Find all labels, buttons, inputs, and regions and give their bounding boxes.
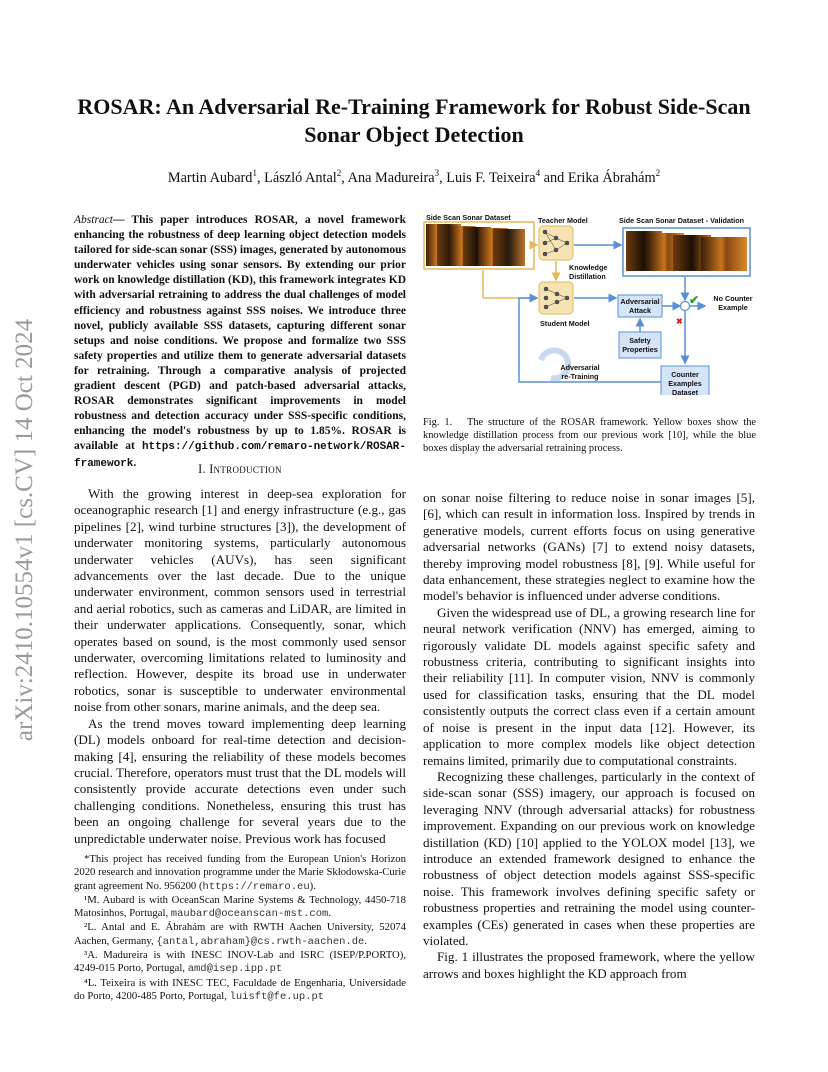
figure-caption <box>423 416 756 456</box>
abstract: Abstract— This paper introduces ROSAR, a novel framework enhancing the robustness of deep learning object detection models tailored for side-scan sonar (SSS) images, generated by autonomous underwater vehicles using sonar sensors. By extending our prior work on knowledge distillation (KD), this framework integrates KD with adversarial retraining to address the dual challenges of model efficiency and robustness against SSS noises. We introduce three novel, publicly available SSS datasets, capturing different sonar setups and noise conditions. We propose and formalize two SSS safety properties and utilize them to generate adversarial datasets for retraining. Through a comparative analysis of projected gradient descent (PGD) and patch-based adversarial attacks, ROSAR demonstrates significant improvements in model robustness and detection accuracy under SSS-specific conditions, enhancing the model's robustness by up to 1.85%. ROSAR is available at https://github.com/remaro-network/ROSAR-framework. <box>74 214 406 470</box>
author-1: Martin Aubard$^1$, <box>167 168 265 186</box>
paragraph: With the growing interest in deep-sea exploration for oceanographic research [1] and energy infrastructure (e.g., gas pipelines [2], wind turbine structures [3]), the development of underwater monitoring systems, particularly autonomous underwater vehicles (AUVs), has seen significant advancements over the last decade. Due to the unique underwater environment, common sensors used in terrestrial and aerial robotics, such as cameras and LiDAR, are limited in their underwater applications. Consequently, sonar, which operates based on sound, is the most commonly used sensor underwater, overcoming limitations related to luminosity and reflection. However, despite its broad use in underwater robotics, sonar is susceptible to underwater environmental noise from other sonars, marine animals, and the deep sea. <box>74 486 406 715</box>
paragraph: As the trend moves toward implementing deep learning (DL) models onboard for real-time detection and decision-making [4], ensuring the reliability of these models becomes crucial. Therefore, operators must trust that the DL models will consistently provide accurate detections even under such challenging conditions. Nonetheless, ensuring this trust has been an ongoing challenge for several years due to the unpredictable underwater noise. Previous work has focused <box>74 715 406 846</box>
teacher-label: Teacher Model <box>538 216 588 225</box>
attack-label-1: Adversarial <box>620 297 660 306</box>
footnote: *This project has received funding from the European Union's Horizon 2020 research and innovation programme under the Marie Skłodowska-Curie grant agreement No. 956200 (https://remaro.eu). <box>74 853 406 893</box>
caption-text: The structure of the ROSAR framework. Yellow boxes show the knowledge distillation process from our previous work [10], while the blue boxes display the adversarial retraining process. <box>423 417 756 455</box>
counter-label-1: Counter <box>671 370 699 379</box>
dataset-label: Side Scan Sonar Dataset <box>426 213 511 222</box>
kd-label-2: Distillation <box>569 272 606 281</box>
sonar-image <box>493 229 525 266</box>
validation-label: Side Scan Sonar Dataset - Validation <box>619 216 745 225</box>
caption-label: Fig. 1. <box>423 417 453 428</box>
counter-label-3: Dataset <box>672 388 698 395</box>
retrain-label-2: re-Training <box>561 372 599 381</box>
arxiv-identifier: arXiv:2410.10554v1 [cs.CV] 14 Oct 2024 <box>11 318 38 742</box>
retrain-label-1: Adversarial <box>560 363 600 372</box>
paper-title <box>60 93 768 149</box>
cross-icon: ✖ <box>676 317 683 326</box>
author-4: Luis F. Teixeira$^4$ and <box>446 168 568 186</box>
repository-link[interactable]: https://github.com/remaro-network/ROSAR-framework <box>74 441 406 470</box>
right-column-body <box>423 490 755 982</box>
footnote: ¹M. Aubard is with OceanScan Marine Systems & Technology, 4450-718 Matosinhos, Portugal, maubard@oceanscan-mst.com. <box>74 893 406 921</box>
title-line-1: ROSAR: An Adversarial Re-Training Framework for Robust Side-Scan <box>77 94 751 119</box>
section-heading: I. Introduction <box>198 462 282 476</box>
kd-label-1: Knowledge <box>569 263 608 272</box>
check-icon: ✔ <box>689 293 700 307</box>
safety-label-2: Properties <box>622 345 658 354</box>
counter-label-2: Examples <box>668 379 702 388</box>
footnote: ²L. Antal and E. Ábrahám are with RWTH Aachen University, 52074 Aachen, Germany, {antal,abraham}@cs.rwth-aachen.de. <box>74 921 406 948</box>
author-list <box>60 168 768 187</box>
left-column-body <box>74 486 406 847</box>
no-counter-label-1: No Counter <box>713 294 753 303</box>
attack-label-2: Attack <box>629 306 651 315</box>
paragraph: Given the widespread use of DL, a growing research line for neural network verification (NNV) has emerged, aiming to rigorously validate DL models against specific safety and robustness criteria, contributing to significant insights into their reliability [11]. In computer vision, NNV is commonly used for classification tasks, ensuring that the DL model consistently outputs the correct class even if a certain amount of noise is present in the input data [12]. However, its application to more complex models like object detection remains limited, primarily due to computational constraints. <box>423 604 755 768</box>
no-counter-label-2: Example <box>718 303 748 312</box>
author-3: Ana Madureira$^3$, <box>347 168 447 186</box>
footnotes <box>74 853 406 1004</box>
author-5: Erika Ábrahám$^2$ <box>567 168 661 186</box>
author-2: László Antal$^2$, <box>264 168 348 186</box>
framework-figure <box>423 210 756 395</box>
footnote: ³A. Madureira is with INESC INOV-Lab and ISRC (ISEP/P.PORTO), 4249-015 Porto, Portugal, amd@isep.ipp.pt <box>74 949 406 976</box>
paragraph: Fig. 1 illustrates the proposed framework, where the yellow arrows and boxes highlight the KD approach from <box>423 949 755 981</box>
paragraph: on sonar noise filtering to reduce noise in sonar images [5], [6], which can result in information loss. Inspired by trends in generative models, current efforts focus on using generative adversarial networks (GANs) [7] to extend noisy datasets, thereby improving model robustness [8], [9]. While useful for data enhancement, these strategies neglect to examine how the model's behavior is influenced under adverse conditions. <box>423 490 755 604</box>
title-line-2: Sonar Object Detection <box>304 122 524 147</box>
sonar-image <box>701 237 747 271</box>
abstract-text: This paper introduces ROSAR, a novel framework enhancing the robustness of deep learning object detection models tailored for side-scan sonar (SSS) images, generated by autonomous underwater vehicles using sonar sensors. By extending our prior work on knowledge distillation (KD), this framework integrates KD with adversarial retraining to address the dual challenges of model efficiency and robustness against SSS noises. We introduce three novel, publicly available SSS datasets, capturing different sonar setups and noise conditions. We propose and formalize two SSS safety properties and utilize them to generate adversarial datasets for retraining. Through a comparative analysis of projected gradient descent (PGD) and patch-based adversarial attacks, ROSAR demonstrates significant improvements in model robustness and detection accuracy under SSS-specific conditions, enhancing the model's robustness by up to 1.85%. ROSAR is available at <box>74 214 406 453</box>
footnote: ⁴L. Teixeira is with INESC TEC, Faculdade de Engenharia, Universidade do Porto, 4200-485 Porto, Portugal, luisft@fe.up.pt <box>74 976 406 1003</box>
student-label: Student Model <box>540 319 590 328</box>
safety-label-1: Safety <box>629 336 651 345</box>
paragraph: Recognizing these challenges, particularly in the context of side-scan sonar (SSS) imagery, our approach is focused on leveraging NNV (through adversarial attacks) for robustness improvement. Expanding on our previous work on knowledge distillation (KD) [10] applied to the YOLOX model [13], we introduce an extended framework designed to enhance the robustness of object detection models against SSS-specific noise. This framework involves defining specific safety or robustness properties and retraining the model using counter-examples (CEs) generated in cases when these properties are violated. <box>423 768 755 948</box>
abstract-label: Abstract <box>74 214 113 226</box>
